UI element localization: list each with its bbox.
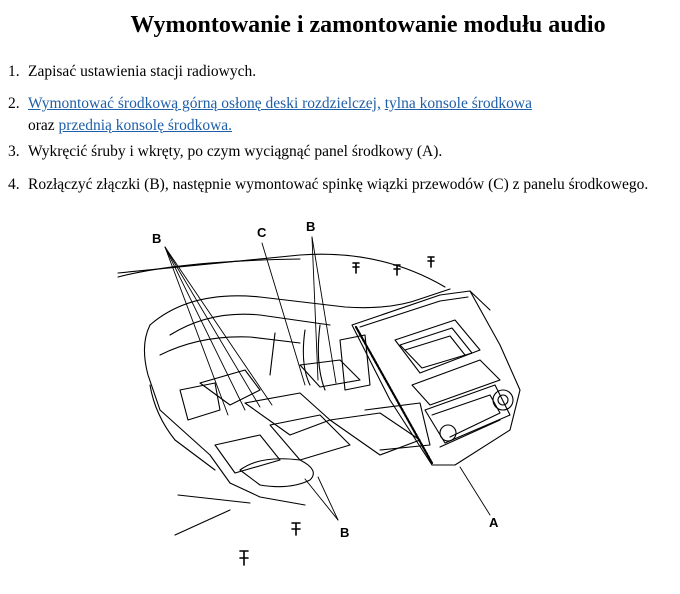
step-number: 2. bbox=[8, 95, 20, 112]
label-b-top: B bbox=[306, 219, 316, 234]
step-2 bbox=[8, 93, 532, 137]
step-1 bbox=[8, 61, 256, 83]
link-rear-center-console[interactable]: tylna konsole środkowa bbox=[384, 95, 532, 112]
step-4 bbox=[8, 174, 648, 196]
step-text: Zapisać ustawienia stacji radiowych. bbox=[28, 63, 257, 80]
label-b-top-left: B bbox=[152, 231, 162, 246]
step-number: 4. bbox=[8, 176, 20, 193]
center-panel-a bbox=[352, 291, 520, 465]
dashboard-illustration bbox=[0, 215, 680, 594]
link-upper-center-cover[interactable]: Wymontować środkową górną osłonę deski rozdzielczej, bbox=[28, 95, 381, 112]
step-number: 3. bbox=[8, 143, 20, 160]
label-b-bottom: B bbox=[340, 525, 350, 540]
link-front-center-console[interactable]: przednią konsolę środkowa. bbox=[58, 117, 233, 134]
page-title: Wymontowanie i zamontowanie modułu audio bbox=[130, 12, 606, 38]
label-c: C bbox=[257, 225, 267, 240]
step-text: Rozłączyć złączki (B), następnie wymontować spinkę wiązki przewodów (C) z panelu środkowego. bbox=[28, 176, 649, 193]
step-text: Wykręcić śruby i wkręty, po czym wyciągnąć panel środkowy (A). bbox=[28, 143, 443, 160]
step-text-oraz: oraz bbox=[28, 117, 55, 134]
label-a: A bbox=[489, 515, 499, 530]
step-3 bbox=[8, 141, 442, 163]
step-number: 1. bbox=[8, 63, 20, 80]
